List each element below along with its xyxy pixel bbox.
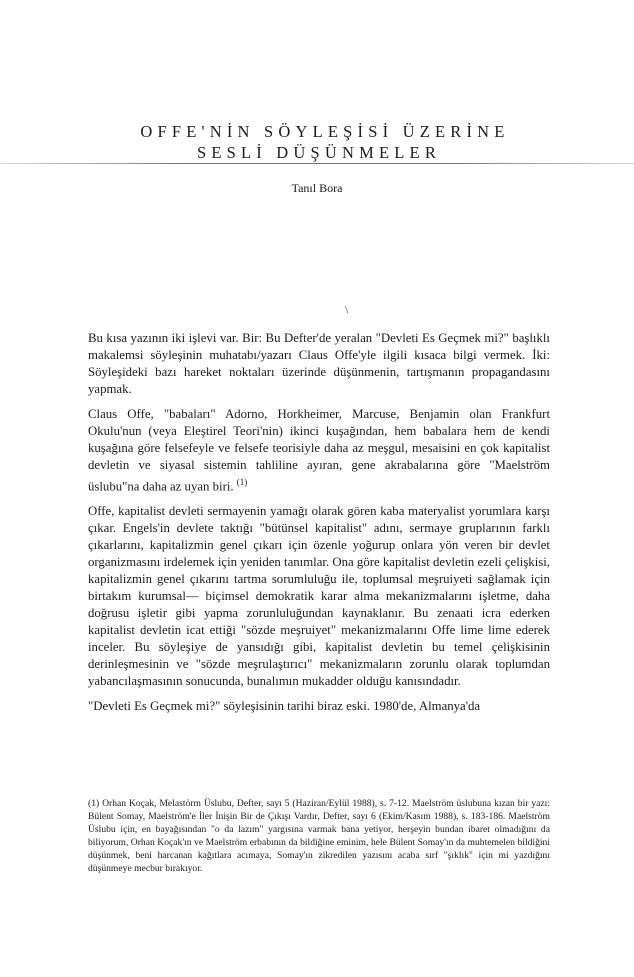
paragraph-1: Bu kısa yazının iki işlevi var. Bir: Bu Defter'de yeralan "Devleti Es Geçmek mi?" başlıklı makalemsi söyleşinin muhatabı/yazarı Claus Offe'yle ilgili kısaca bilgi vermek. İki: Söyleşideki bazı hareket noktaları üzerinde düşünmenin, tartışmanın propagandasını yapmak. <box>88 331 550 396</box>
paragraph-4: "Devleti Es Geçmek mi?" söyleşisinin tarihi biraz eski. 1980'de, Almanya'da <box>88 699 481 714</box>
paragraph-2-text: Claus Offe, "babaları" Adorno, Horkheimer, Marcuse, Benjamin olan Frankfurt Okulu'nun (veya Eleştirel Teori'nin) ikinci kuşağından, hem babalara hem de kendi kuşağına göre felsefeyle ve felsefe teorisiyle daha az meşgul, mesaisini en çok kapitalist devletin ve siyasal sistemin tahliline ayıran, gene akrabalarına göre "Maelström üslubu"na daha az uyan biri. <box>88 407 550 494</box>
footnote-reference: (1) <box>236 477 248 487</box>
paragraph-2 <box>88 406 550 495</box>
article-title-line-2: SESLİ DÜŞÜNMELER <box>196 143 442 162</box>
author-name: Tanıl Bora <box>291 181 343 195</box>
footnote: (1) Orhan Koçak, Melastörm Üslubu, Defter, sayı 5 (Haziran/Eylül 1988), s. 7-12. Maelström üslubuna kızan bir yazı: Bülent Somay, Maelström'e İler İnişin Bir de Çıkışı Vardır, Defter, sayı 6 (Ekim/Kasım 1988), s. 183-186. Maelström Üslubu için, en bayağısından "o da lazım" yargısına varmak bana yetiyor, herşeyin bundan ibaret olmadığını da biliyorum, Orhan Koçak'ın ve Maelström erbabının da bildiğine eminim, hele Bülent Somay'ın da muhtemelen bildiğini düşünmek, beni harcanan kağıtlara acımaya, Somay'ın zikredilen yazısını acaba sırf "şıklık" için mi yazdığını düşünmeye mecbur bırakıyor. <box>88 798 550 874</box>
paragraph-3: Offe, kapitalist devleti sermayenin yamağı olarak gören kaba materyalist yorumlara karşı çıkar. Engels'in devlete taktığı "bütünsel kapitalist" adını, sermaye gruplarının farklı çıkarlarını, kapitalizmin genel çıkarı için özenle yoğurup onlara yön veren bir devlet organizmasını irdelemek için yeniden tanımlar. Ona göre kapitalist devletin ezeli çelişkisi, kapitalizmin genel çıkarını tartma sorumluluğu ile, toplumsal meşruiyeti sağlamak için birtakım kurumsal— biçimsel demokratik karar alma mekanizmalarını işletme, daha doğrusu işletir gibi yapma zorunluluğundan kaynaklanır. Bu zenaati icra ederken kapitalist devletin icat ettiği "sözde meşruiyet" mekanizmalarını Offe lime lime ederek inceler. Bu söyleşiye de yansıdığı gibi, kapitalist devletin bu temel çelişkisinin derinleşmesinin ve "sözde meşrulaştırıcı" mekanizmaların zorunlu olarak toplumdan yabancılaşmasının sonucunda, bunalımın mukadder olduğu kanısındadır. <box>88 504 550 689</box>
article-body <box>88 330 550 723</box>
stray-mark: \ <box>345 304 349 316</box>
title-rule <box>0 163 634 164</box>
article-title-line-1: OFFE'NİN SÖYLEŞİSİ ÜZERİNE <box>140 122 510 141</box>
